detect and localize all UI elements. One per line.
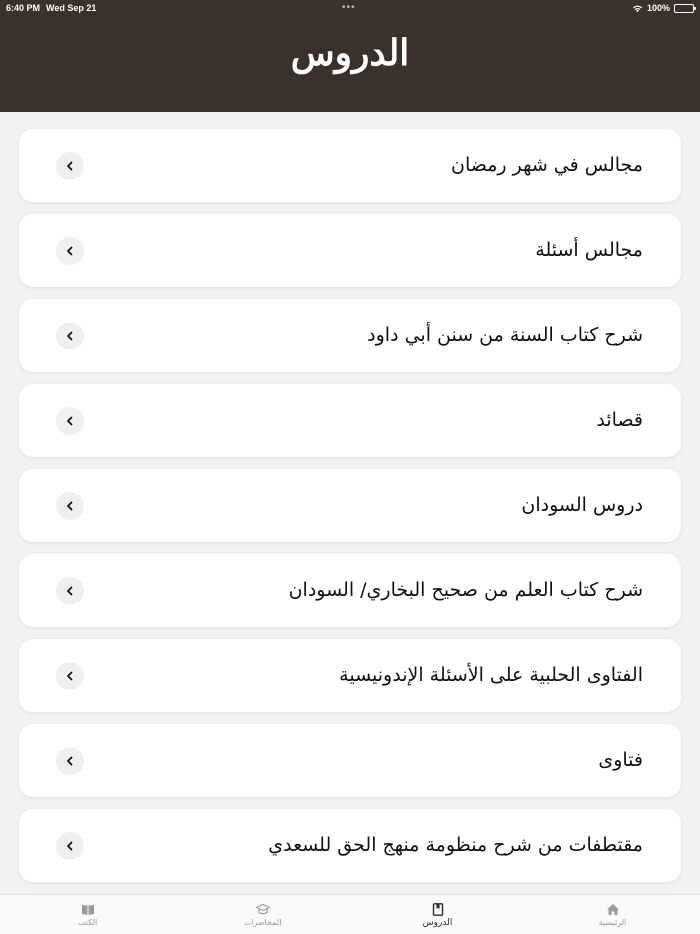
lesson-title: شرح كتاب العلم من صحيح البخاري/ السودان (288, 579, 643, 601)
lesson-title: مجالس في شهر رمضان (450, 154, 643, 176)
chevron-left-button[interactable] (56, 322, 84, 350)
lesson-card[interactable] (19, 384, 681, 457)
chevron-left-icon (65, 331, 75, 341)
tab-label: الكتب (77, 918, 98, 927)
lesson-title: قصائد (596, 409, 643, 431)
lesson-title: الفتاوى الحلبية على الأسئلة الإندونيسية (339, 664, 643, 686)
chevron-left-button[interactable] (56, 407, 84, 435)
tab-label: المحاضرات (243, 918, 282, 927)
lesson-card[interactable] (19, 724, 681, 797)
page-title: الدروس (290, 32, 410, 74)
chevron-left-button[interactable] (56, 747, 84, 775)
tab-home[interactable] (525, 895, 700, 934)
battery-icon (674, 4, 694, 13)
tab-bar (0, 894, 700, 934)
chevron-left-icon (65, 501, 75, 511)
status-time: 6:40 PM (6, 3, 41, 13)
lesson-card[interactable] (19, 469, 681, 542)
status-date: Wed Sep 21 (46, 3, 97, 13)
status-bar (0, 0, 700, 16)
lesson-card[interactable] (19, 554, 681, 627)
lesson-title: مجالس أسئلة (535, 239, 643, 261)
chevron-left-icon (65, 671, 75, 681)
home-icon (606, 903, 620, 916)
graduation-cap-icon (256, 903, 270, 916)
tab-books[interactable] (0, 895, 175, 934)
lesson-card[interactable] (19, 809, 681, 882)
wifi-icon (632, 4, 643, 13)
lesson-card[interactable] (19, 639, 681, 712)
status-indicators (632, 3, 694, 13)
chevron-left-button[interactable] (56, 662, 84, 690)
chevron-left-button[interactable] (56, 152, 84, 180)
chevron-left-button[interactable] (56, 492, 84, 520)
tab-label: الدروس (422, 918, 453, 928)
chevron-left-icon (65, 586, 75, 596)
lessons-list[interactable] (0, 112, 700, 894)
chevron-left-icon (65, 756, 75, 766)
lesson-title: مقتطفات من شرح منظومة منهج الحق للسعدي (268, 834, 643, 856)
lesson-card[interactable] (19, 214, 681, 287)
battery-percent: 100% (646, 3, 670, 13)
app-header (0, 0, 700, 112)
multitasking-dots-icon[interactable]: ••• (342, 2, 356, 13)
book-open-icon (81, 903, 95, 916)
chevron-left-icon (65, 416, 75, 426)
chevron-left-button[interactable] (56, 237, 84, 265)
chevron-left-button[interactable] (56, 832, 84, 860)
chevron-left-icon (65, 161, 75, 171)
tab-label: الرئيسية (598, 918, 627, 927)
lesson-title: شرح كتاب السنة من سنن أبي داود (367, 324, 643, 346)
lesson-title: فتاوى (598, 749, 643, 771)
lesson-title: دروس السودان (521, 494, 643, 516)
lesson-card[interactable] (19, 129, 681, 202)
tab-lectures[interactable] (175, 895, 350, 934)
bookmark-book-icon (431, 903, 445, 916)
chevron-left-icon (65, 246, 75, 256)
lesson-card[interactable] (19, 299, 681, 372)
chevron-left-button[interactable] (56, 577, 84, 605)
tab-lessons[interactable] (350, 895, 525, 934)
chevron-left-icon (65, 841, 75, 851)
